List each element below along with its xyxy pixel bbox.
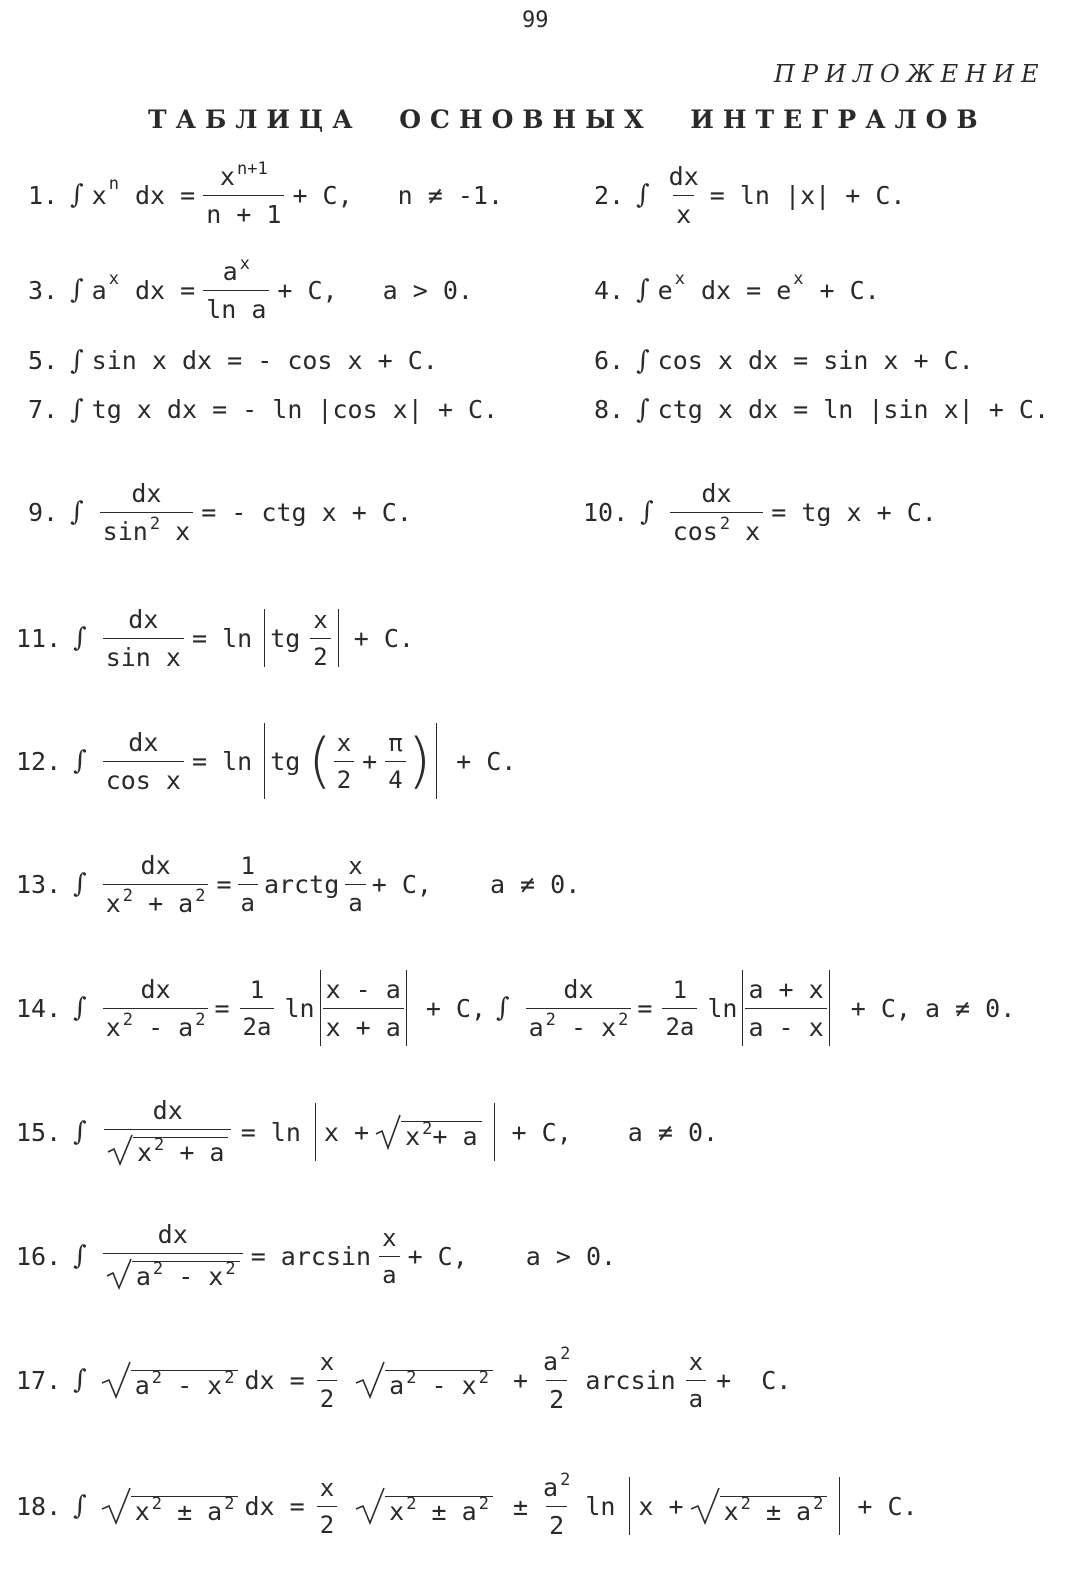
numerator: dx xyxy=(668,161,699,191)
formula-5 xyxy=(28,348,438,374)
formula-8 xyxy=(594,397,1049,423)
text: + C. xyxy=(819,275,880,305)
text: = ln |x| + C. xyxy=(709,180,906,210)
numerator: dx xyxy=(152,1096,183,1125)
radical-sign xyxy=(690,1487,720,1525)
exponent: 2 xyxy=(813,1493,824,1514)
text: + C. xyxy=(857,1491,918,1521)
text: + xyxy=(512,1365,528,1395)
integral-sign: ∫ xyxy=(73,993,87,1023)
numerator: dx xyxy=(157,1220,188,1249)
exponent: 2 xyxy=(719,513,731,534)
denominator: cos x xyxy=(103,761,184,793)
formula-13 xyxy=(16,834,580,934)
exponent: 2 xyxy=(478,1367,489,1388)
fraction xyxy=(103,604,184,672)
denominator: cos xyxy=(672,516,718,546)
sqrt xyxy=(355,1361,493,1399)
text: + C, xyxy=(425,993,487,1023)
fraction xyxy=(203,253,269,324)
appendix-label: ПРИЛОЖЕНИЕ xyxy=(774,60,1046,88)
numerator: 1 xyxy=(249,975,265,1004)
fraction xyxy=(310,605,330,671)
exponent: 2 xyxy=(224,1493,235,1514)
fraction xyxy=(379,1223,399,1289)
integral-sign: ∫ xyxy=(73,1491,87,1521)
exponent: 2 xyxy=(122,885,134,906)
exponent: 2 xyxy=(195,885,206,906)
exponent: n xyxy=(108,174,119,194)
formula-6 xyxy=(594,348,974,374)
radicand: - x xyxy=(177,1370,223,1400)
numerator: a + x xyxy=(748,974,824,1004)
paren-left: ( xyxy=(308,726,332,796)
formula-number: 16. xyxy=(16,1241,62,1271)
integral-sign: ∫ xyxy=(636,346,650,376)
formula-number: 6. xyxy=(594,346,625,375)
denominator: n + 1 xyxy=(203,195,284,227)
radical-sign xyxy=(375,1114,401,1150)
text: tg xyxy=(270,746,301,776)
formula-number: 8. xyxy=(594,395,625,424)
radical-sign xyxy=(355,1487,385,1525)
text: dx = xyxy=(134,275,196,305)
integral-sign: ∫ xyxy=(636,275,650,305)
integral-sign: ∫ xyxy=(70,275,84,305)
exponent: 2 xyxy=(152,1258,164,1279)
formula-number: 7. xyxy=(28,395,59,424)
abs-bar-right xyxy=(494,1103,495,1161)
fraction xyxy=(103,850,209,918)
denominator: a xyxy=(238,884,258,915)
paren-right: ) xyxy=(407,726,432,796)
formula-2 xyxy=(594,145,905,245)
numerator: x xyxy=(348,851,363,880)
abs-bar-right xyxy=(436,723,437,799)
radical-sign xyxy=(101,1487,131,1525)
exponent: 2 xyxy=(560,1343,571,1364)
fraction xyxy=(323,974,404,1042)
denominator: 2 xyxy=(334,761,354,792)
base: x xyxy=(91,180,107,210)
integral-sign: ∫ xyxy=(73,1365,87,1395)
fraction xyxy=(317,1347,337,1413)
formula-16 xyxy=(16,1206,616,1306)
fraction xyxy=(238,851,258,917)
abs-bar-left xyxy=(264,609,265,667)
text: ± xyxy=(512,1491,528,1521)
abs-bar-left xyxy=(629,1477,630,1535)
condition: a ≠ 0. xyxy=(924,993,1016,1023)
formula-7 xyxy=(28,397,498,423)
integral-sign: ∫ xyxy=(70,346,84,376)
fraction xyxy=(100,478,194,546)
text: = arcsin xyxy=(250,1241,372,1271)
text: + C, xyxy=(850,993,911,1023)
base: a xyxy=(91,275,107,305)
numerator: dx xyxy=(140,974,171,1004)
fraction xyxy=(103,974,209,1042)
exponent: x xyxy=(108,269,119,289)
radicand: ± a xyxy=(177,1496,223,1526)
exponent: n+1 xyxy=(236,158,268,179)
formula-12 xyxy=(16,711,516,811)
sqrt xyxy=(106,1258,240,1290)
fraction xyxy=(334,728,354,794)
text: x + xyxy=(323,1117,370,1147)
exponent: 2 xyxy=(149,513,161,534)
exponent: 2 xyxy=(478,1493,489,1514)
numerator: dx xyxy=(128,727,159,757)
denominator: a xyxy=(528,1012,544,1042)
exponent: 2 xyxy=(151,1493,163,1514)
text: = ln xyxy=(191,746,253,776)
abs-bar-left xyxy=(320,970,321,1046)
condition: a ≠ 0. xyxy=(489,869,581,899)
radicand: ± a xyxy=(431,1496,477,1526)
exponent: 2 xyxy=(618,1009,629,1030)
formula-number: 12. xyxy=(16,746,62,776)
numerator: a xyxy=(543,1346,559,1376)
text: = - ctg x + C. xyxy=(201,497,412,527)
formula-10 xyxy=(583,462,937,562)
formula-number: 17. xyxy=(16,1365,62,1395)
denominator: - a xyxy=(148,1012,194,1042)
denominator: 2 xyxy=(546,1380,567,1412)
denominator: a xyxy=(345,884,365,915)
radicand: + a xyxy=(432,1121,478,1151)
condition: a > 0. xyxy=(382,275,473,305)
fraction xyxy=(540,1469,573,1540)
integral-sign: ∫ xyxy=(70,180,84,210)
radicand: x xyxy=(136,1137,152,1167)
fraction xyxy=(745,974,826,1042)
radicand: x xyxy=(723,1496,739,1526)
formula-number: 18. xyxy=(16,1491,62,1521)
radicand: x xyxy=(405,1121,421,1151)
denominator: 2 xyxy=(310,638,330,669)
abs-bar-right xyxy=(338,609,339,667)
formula-number: 11. xyxy=(16,623,62,653)
denominator: x xyxy=(105,1012,121,1042)
denominator: - x xyxy=(570,1012,617,1042)
radical-sign xyxy=(106,1258,132,1290)
text: + xyxy=(362,746,378,776)
exponent: 2 xyxy=(406,1367,417,1388)
denominator: 2 xyxy=(317,1506,337,1537)
numerator: x xyxy=(688,1347,704,1376)
formula-15 xyxy=(16,1082,718,1182)
numerator: dx xyxy=(701,478,732,508)
integral-sign: ∫ xyxy=(636,180,650,210)
exponent: 2 xyxy=(195,1009,206,1030)
denominator: x xyxy=(105,888,121,918)
fraction xyxy=(240,975,275,1041)
radicand: x xyxy=(134,1496,150,1526)
denominator: sin x xyxy=(103,638,184,670)
formula-18 xyxy=(16,1456,918,1556)
condition: a > 0. xyxy=(525,1241,617,1271)
integral-sign: ∫ xyxy=(73,623,87,653)
exponent: x xyxy=(674,269,685,289)
text: dx = xyxy=(134,180,196,210)
text: + C, xyxy=(371,869,432,899)
formula-3 xyxy=(28,240,473,340)
numerator: x xyxy=(313,605,328,634)
formula-number: 4. xyxy=(594,275,625,305)
abs-bar-right xyxy=(829,970,830,1046)
integral-sign: ∫ xyxy=(636,395,650,425)
condition: a ≠ 0. xyxy=(627,1117,719,1147)
exponent: 2 xyxy=(151,1367,163,1388)
denominator: a - x xyxy=(745,1008,826,1040)
fraction xyxy=(662,975,697,1041)
denominator-var: x xyxy=(175,516,191,546)
fraction xyxy=(103,1222,243,1290)
radical-sign xyxy=(355,1361,385,1399)
text: + C. xyxy=(716,1365,792,1395)
fraction xyxy=(203,158,284,229)
radicand: ± a xyxy=(765,1496,812,1526)
text: + C. xyxy=(353,623,414,653)
numerator: dx xyxy=(131,478,162,508)
exponent: 2 xyxy=(122,1009,134,1030)
radicand: - x xyxy=(178,1261,224,1291)
formula-number: 14. xyxy=(16,993,62,1023)
denominator: 4 xyxy=(385,761,405,792)
sqrt xyxy=(375,1114,481,1150)
integral-sign: ∫ xyxy=(70,395,84,425)
denominator: a xyxy=(379,1256,399,1287)
fraction xyxy=(666,161,702,229)
radical-sign xyxy=(107,1134,133,1166)
fraction xyxy=(686,1347,706,1413)
text: ln xyxy=(707,993,738,1023)
numerator: x xyxy=(336,728,352,757)
radical-sign xyxy=(101,1361,131,1399)
sqrt xyxy=(355,1487,493,1525)
formula-number: 9. xyxy=(28,497,59,527)
text: sin x dx = - cos x + C. xyxy=(91,346,438,375)
formula-number: 1. xyxy=(28,180,59,210)
formula-1 xyxy=(28,145,503,245)
radicand: a xyxy=(389,1370,405,1400)
text: = xyxy=(216,869,232,899)
numerator: 1 xyxy=(672,975,688,1004)
fraction xyxy=(385,728,405,794)
text: x + xyxy=(638,1491,684,1521)
text: ln xyxy=(585,1491,616,1521)
fraction xyxy=(540,1343,573,1414)
radicand: a xyxy=(134,1370,150,1400)
formula-17 xyxy=(16,1330,791,1430)
numerator: π xyxy=(388,728,403,757)
denominator: x + a xyxy=(323,1008,404,1040)
numerator: x xyxy=(319,1473,335,1502)
denominator: ln a xyxy=(203,290,269,322)
exponent: 2 xyxy=(422,1118,433,1139)
base: e xyxy=(657,275,673,305)
text: arcsin xyxy=(585,1365,676,1395)
integral-sign: ∫ xyxy=(73,869,87,899)
integral-sign: ∫ xyxy=(640,497,654,527)
numerator: x xyxy=(382,1223,397,1252)
text: + C, xyxy=(511,1117,572,1147)
text: dx = e xyxy=(700,275,792,305)
formula-9 xyxy=(28,462,412,562)
fraction xyxy=(526,974,632,1042)
text: + C. xyxy=(456,746,517,776)
radicand: - x xyxy=(431,1370,477,1400)
formula-11 xyxy=(16,588,414,688)
exponent: 2 xyxy=(560,1469,571,1490)
exponent: 2 xyxy=(406,1493,417,1514)
text: = xyxy=(637,993,653,1023)
text: dx = xyxy=(244,1491,305,1521)
text: ctg x dx = ln |sin x| + C. xyxy=(657,395,1049,424)
abs-bar-left xyxy=(264,723,265,799)
formula-number: 2. xyxy=(594,180,625,210)
text: + C, xyxy=(407,1241,468,1271)
formula-14 xyxy=(16,958,1015,1058)
exponent: x xyxy=(793,269,804,289)
sqrt xyxy=(101,1487,239,1525)
text: = ln xyxy=(191,623,253,653)
abs-bar-left xyxy=(742,970,743,1046)
numerator: dx xyxy=(140,850,171,880)
numerator: 1 xyxy=(240,851,255,880)
denominator: 2a xyxy=(240,1008,275,1039)
fraction xyxy=(670,478,764,546)
formula-number: 10. xyxy=(583,497,629,527)
formula-number: 3. xyxy=(28,275,59,305)
integral-sign: ∫ xyxy=(73,1117,87,1147)
text: = xyxy=(214,993,230,1023)
fraction xyxy=(103,727,184,795)
sqrt xyxy=(107,1134,229,1166)
exponent: 2 xyxy=(154,1134,165,1155)
numerator: x xyxy=(319,1347,335,1376)
denominator: 2 xyxy=(317,1380,337,1411)
numerator: x - a xyxy=(325,974,401,1004)
text: arctg xyxy=(264,869,340,899)
denominator: sin xyxy=(102,516,148,546)
numerator: a xyxy=(543,1472,559,1502)
numerator: x xyxy=(219,161,235,191)
text: cos x dx = sin x + C. xyxy=(657,346,974,375)
fraction xyxy=(103,1098,233,1166)
radicand: + a xyxy=(179,1137,225,1167)
integral-sign: ∫ xyxy=(496,993,510,1023)
radicand: x xyxy=(389,1496,405,1526)
text: = ln xyxy=(240,1117,301,1147)
text: = tg x + C. xyxy=(771,497,937,527)
denominator: x xyxy=(673,195,694,227)
text: + C, xyxy=(277,275,338,305)
denominator: 2 xyxy=(546,1506,567,1538)
exponent: 2 xyxy=(740,1493,751,1514)
text: ln xyxy=(284,993,315,1023)
integral-sign: ∫ xyxy=(73,1241,87,1271)
integral-sign: ∫ xyxy=(73,746,87,776)
sqrt xyxy=(690,1487,828,1525)
page-title: ТАБЛИЦА ОСНОВНЫХ ИНТЕГРАЛОВ xyxy=(148,105,987,134)
sqrt xyxy=(101,1361,239,1399)
fraction xyxy=(317,1473,337,1539)
text: tg xyxy=(270,623,301,653)
numerator: dx xyxy=(563,974,594,1004)
numerator: dx xyxy=(128,604,159,634)
abs-bar-right xyxy=(839,1477,840,1535)
fraction xyxy=(345,851,365,917)
denominator: + a xyxy=(148,888,194,918)
radicand: a xyxy=(135,1261,151,1291)
page-number: 99 xyxy=(522,8,549,33)
numerator: a xyxy=(222,256,238,286)
abs-bar-right xyxy=(406,970,407,1046)
integral-sign: ∫ xyxy=(70,497,84,527)
abs-bar-left xyxy=(315,1103,316,1161)
denominator: 2a xyxy=(662,1008,697,1039)
denominator: a xyxy=(686,1380,706,1411)
formula-number: 13. xyxy=(16,869,62,899)
formula-number: 5. xyxy=(28,346,59,375)
exponent: 2 xyxy=(545,1009,556,1030)
text: dx = xyxy=(244,1365,305,1395)
text: tg x dx = - ln |cos x| + C. xyxy=(91,395,499,424)
exponent: 2 xyxy=(225,1258,236,1279)
formula-4 xyxy=(594,240,880,340)
denominator-var: x xyxy=(745,516,761,546)
condition: n ≠ -1. xyxy=(397,180,504,210)
exponent: 2 xyxy=(224,1367,235,1388)
text: + C, xyxy=(292,180,353,210)
formula-number: 15. xyxy=(16,1117,62,1147)
exponent: x xyxy=(239,253,250,274)
